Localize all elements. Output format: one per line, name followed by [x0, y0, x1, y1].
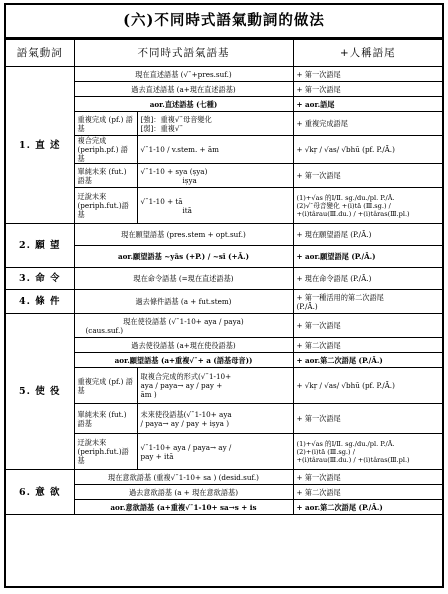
ending-cell: + √kṛ / √as/ √bhū (pf. P./Ā.): [293, 136, 442, 164]
stem-cell: [74, 314, 293, 338]
stem-cell: 過去意欲語基 (a + 現在意欲語基): [74, 485, 293, 500]
ending-cell: + 第一次語尾: [293, 82, 442, 97]
ending-cell: + aor.願望語尾 (P./Ā.): [293, 246, 442, 268]
sub-stem-detail: [137, 164, 293, 188]
ending-line: + 第一種活用的第二次語尾: [296, 292, 384, 302]
table-row: [6, 268, 442, 290]
ending-cell: + √kṛ / √as/ √bhū (pf. P./Ā.): [293, 368, 442, 404]
page-title: (六)不同時式語氣動詞的做法: [6, 5, 442, 39]
ending-cell: + aor.第二次語尾 (P./Ā.): [293, 500, 442, 515]
ending-line: (2)√¯母音變化 +(i)tā (Ⅲ.sg.) /: [296, 201, 391, 210]
ending-cell: [293, 188, 442, 224]
ending-cell: + aor.語尾: [293, 97, 442, 112]
detail-line: √¯1-10 + tā: [140, 196, 183, 206]
section-label-conditional: 4. 條 件: [6, 290, 74, 314]
sub-stem-detail: √¯1-10 / v.stem. + ām: [137, 136, 293, 164]
sub-stem-name: 迂說未來 (periph.fut.)語基: [74, 434, 137, 470]
ending-line: +(i)târau(Ⅲ.du.) / +(i)târas(Ⅲ.pl.): [296, 455, 410, 464]
table-row: [6, 67, 442, 82]
detail-line: √¯1-10 + sya (ṣya): [140, 166, 208, 176]
stem-line: (caus.suf.): [85, 325, 124, 335]
detail-line: aya / paya→ ay / pay +: [140, 381, 223, 390]
stem-cell: 過去使役語基 (a+現在使役語基): [74, 338, 293, 353]
table-row: [6, 290, 442, 314]
ending-cell: + 重複完成語尾: [293, 112, 442, 136]
sub-stem-detail: [137, 112, 293, 136]
ending-cell: + 第一次語尾: [293, 470, 442, 485]
verb-formation-table-container: [4, 3, 444, 588]
detail-line: [弱]：重複√¯: [140, 123, 184, 133]
ending-cell: + 第一次語尾: [293, 164, 442, 188]
ending-cell: + 第一次語尾: [293, 314, 442, 338]
detail-line: / paya→ ay / pay + iṣya ): [140, 418, 230, 428]
ending-cell: [293, 290, 442, 314]
detail-line: itā: [182, 205, 192, 215]
section-label-indicative: 1. 直 述: [6, 67, 74, 224]
ending-cell: + 第一次語尾: [293, 67, 442, 82]
detail-line: iṣya: [182, 175, 197, 185]
ending-line: (2)+(i)tā (Ⅲ.sg.) /: [296, 447, 355, 456]
header-stem: 不同時式語氣語基: [74, 40, 293, 67]
header-ending: +人稱語尾: [293, 40, 442, 67]
ending-line: (P./Ā.): [296, 301, 318, 311]
ending-cell: + aor.第二次語尾 (P./Ā.): [293, 353, 442, 368]
sub-stem-name: 單純未來 (fut.) 語基: [74, 164, 137, 188]
stem-cell: aor.意欲語基 (a+重複√¯1-10+ sa→s + is: [74, 500, 293, 515]
detail-line: 未來使役語基(√¯1-10+ aya: [140, 409, 232, 419]
ending-line: (1)+√as 的Ⅰ/Ⅱ. sg./du./pl. P./Ā.: [296, 193, 395, 202]
ending-cell: + 第二次語尾: [293, 485, 442, 500]
ending-cell: + 現在願望語尾 (P./Ā.): [293, 224, 442, 246]
sub-stem-name: 單純未來 (fut.) 語基: [74, 404, 137, 434]
stem-cell: 過去條件語基 (a + fut.stem): [74, 290, 293, 314]
detail-line: √¯1-10+ aya / paya→ ay /: [140, 442, 232, 452]
section-label-causative: 5. 使 役: [6, 314, 74, 470]
ending-cell: + 現在命令語尾 (P./Ā.): [293, 268, 442, 290]
table-row: [6, 224, 442, 246]
stem-cell: aor.願望語基 (a+重複√¯+ a (語基母音)): [74, 353, 293, 368]
sub-stem-name: 複合完成 (periph.pf.) 語基: [74, 136, 137, 164]
ending-cell: + 第二次語尾: [293, 338, 442, 353]
sub-stem-name: 迂說未來 (periph.fut.)語基: [74, 188, 137, 224]
sub-stem-name: 重複完成 (pf.) 語基: [74, 368, 137, 404]
ending-line: +(i)târau(Ⅲ.du.) / +(i)târas(Ⅲ.pl.): [296, 209, 410, 218]
sub-stem-detail: [137, 404, 293, 434]
header-row: [6, 40, 442, 67]
verb-formation-table: [6, 39, 442, 515]
section-label-imperative: 3. 命 令: [6, 268, 74, 290]
detail-line: pay + itā: [140, 451, 174, 461]
detail-line: [強]：重複√¯母音變化: [140, 114, 212, 124]
stem-cell: aor.願望語基 ~yās (+P.) / ~sī (+Ā.): [74, 246, 293, 268]
detail-line: 取複合完成的形式(√¯1-10+: [140, 372, 232, 381]
stem-cell: 現在願望語基 (pres.stem + opt.suf.): [74, 224, 293, 246]
stem-line: 現在使役語基 (√¯1-10+ aya / paya): [123, 316, 244, 326]
stem-cell: aor.直述語基 (七種): [74, 97, 293, 112]
ending-line: (1)+√as 的Ⅰ/Ⅱ. sg./du./pl. P./Ā.: [296, 439, 395, 448]
stem-cell: 現在命令語基 (=現在直述語基): [74, 268, 293, 290]
table-row: [6, 470, 442, 485]
stem-cell: 現在意欲語基 (重複√¯1-10+ sa ) (desid.suf.): [74, 470, 293, 485]
stem-cell: 現在直述語基 (√¯+pres.suf.): [74, 67, 293, 82]
ending-cell: + 第一次語尾: [293, 404, 442, 434]
sub-stem-detail: [137, 434, 293, 470]
section-label-optative: 2. 願 望: [6, 224, 74, 268]
ending-cell: [293, 434, 442, 470]
sub-stem-detail: [137, 368, 293, 404]
table-row: [6, 314, 442, 338]
section-label-desiderative: 6. 意 欲: [6, 470, 74, 515]
sub-stem-detail: [137, 188, 293, 224]
header-mood-verb: 語氣動詞: [6, 40, 74, 67]
stem-cell: 過去直述語基 (a+現在直述語基): [74, 82, 293, 97]
detail-line: ām ): [140, 390, 157, 399]
sub-stem-name: 重複完成 (pf.) 語基: [74, 112, 137, 136]
